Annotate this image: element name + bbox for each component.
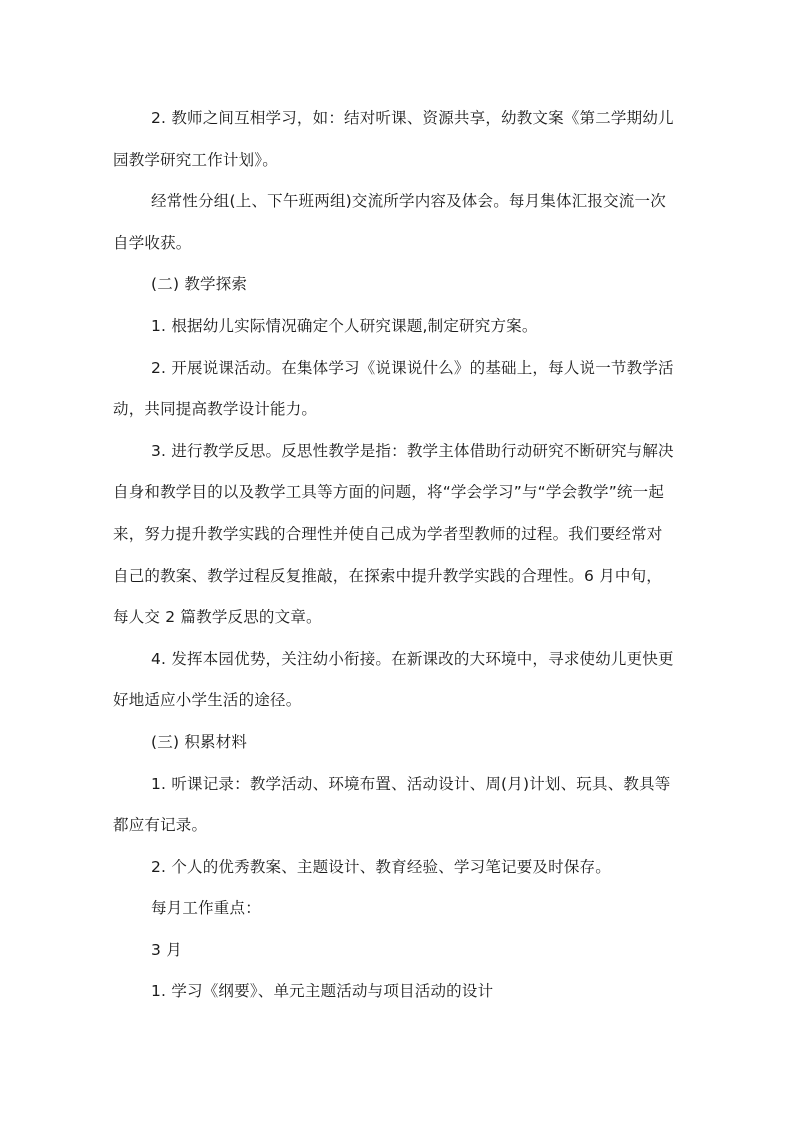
section-heading-teaching-exploration: [113, 264, 679, 306]
text-line: 1. 学习《纲要》、单元主题活动与项目活动的设计: [151, 982, 494, 1001]
text-line: 4. 发挥本园优势，关注幼小衔接。在新课改的大环境中，寻求使幼儿更快更: [151, 649, 674, 668]
text-line: 2. 个人的优秀教案、主题设计、教育经验、学习笔记要及时保存。: [151, 857, 611, 876]
paragraph-march-item-1: [113, 971, 679, 1013]
paragraph-group-exchange: [113, 181, 679, 264]
paragraph-peer-learning: [113, 98, 679, 181]
section-heading-accumulate-materials: [113, 722, 679, 764]
paragraph-lesson-talk: [113, 348, 679, 431]
document-body: [113, 98, 679, 1013]
text-line: 园教学研究工作计划》。: [113, 150, 278, 169]
text-line: 3. 进行教学反思。反思性教学是指：教学主体借助行动研究不断研究与解决: [151, 441, 674, 460]
paragraph-month-march: [113, 930, 679, 972]
text-line: 经常性分组(上、下午班两组)交流所学内容及体会。每月集体汇报交流一次: [151, 192, 666, 211]
text-line: 3 月: [151, 940, 182, 959]
text-line: 2. 教师之间互相学习，如：结对听课、资源共享，幼教文案《第二学期幼儿: [151, 109, 674, 127]
text-line: (三) 积累材料: [151, 732, 248, 751]
text-line: 每人交 2 篇教学反思的文章。: [113, 608, 322, 627]
text-line: 好地适应小学生活的途径。: [113, 691, 302, 710]
text-line: 来，努力提升教学实践的合理性并使自己成为学者型教师的过程。我们要经常对: [113, 524, 663, 543]
paragraph-monthly-focus: [113, 888, 679, 930]
text-line: 自学收获。: [113, 233, 192, 252]
text-line: 1. 听课记录：教学活动、环境布置、活动设计、周(月)计划、玩具、教具等: [151, 774, 671, 793]
paragraph-teaching-reflection: [113, 431, 679, 639]
text-line: 动，共同提高教学设计能力。: [113, 400, 318, 419]
paragraph-research-topic: [113, 306, 679, 348]
paragraph-school-advantage: [113, 639, 679, 722]
text-line: 2. 开展说课活动。在集体学习《说课说什么》的基础上，每人说一节教学活: [151, 358, 674, 377]
text-line: 每月工作重点：: [151, 899, 261, 918]
text-line: 1. 根据幼儿实际情况确定个人研究课题,制定研究方案。: [151, 316, 538, 335]
text-line: 自身和教学目的以及教学工具等方面的问题，将“学会学习”与“学会教学”统一起: [113, 483, 665, 502]
text-line: 都应有记录。: [113, 816, 208, 835]
paragraph-observation-records: [113, 764, 679, 847]
text-line: 自己的教案、教学过程反复推敲，在探索中提升教学实践的合理性。6 月中旬，: [113, 566, 662, 585]
text-line: (二) 教学探索: [151, 275, 248, 294]
paragraph-personal-materials: [113, 847, 679, 889]
